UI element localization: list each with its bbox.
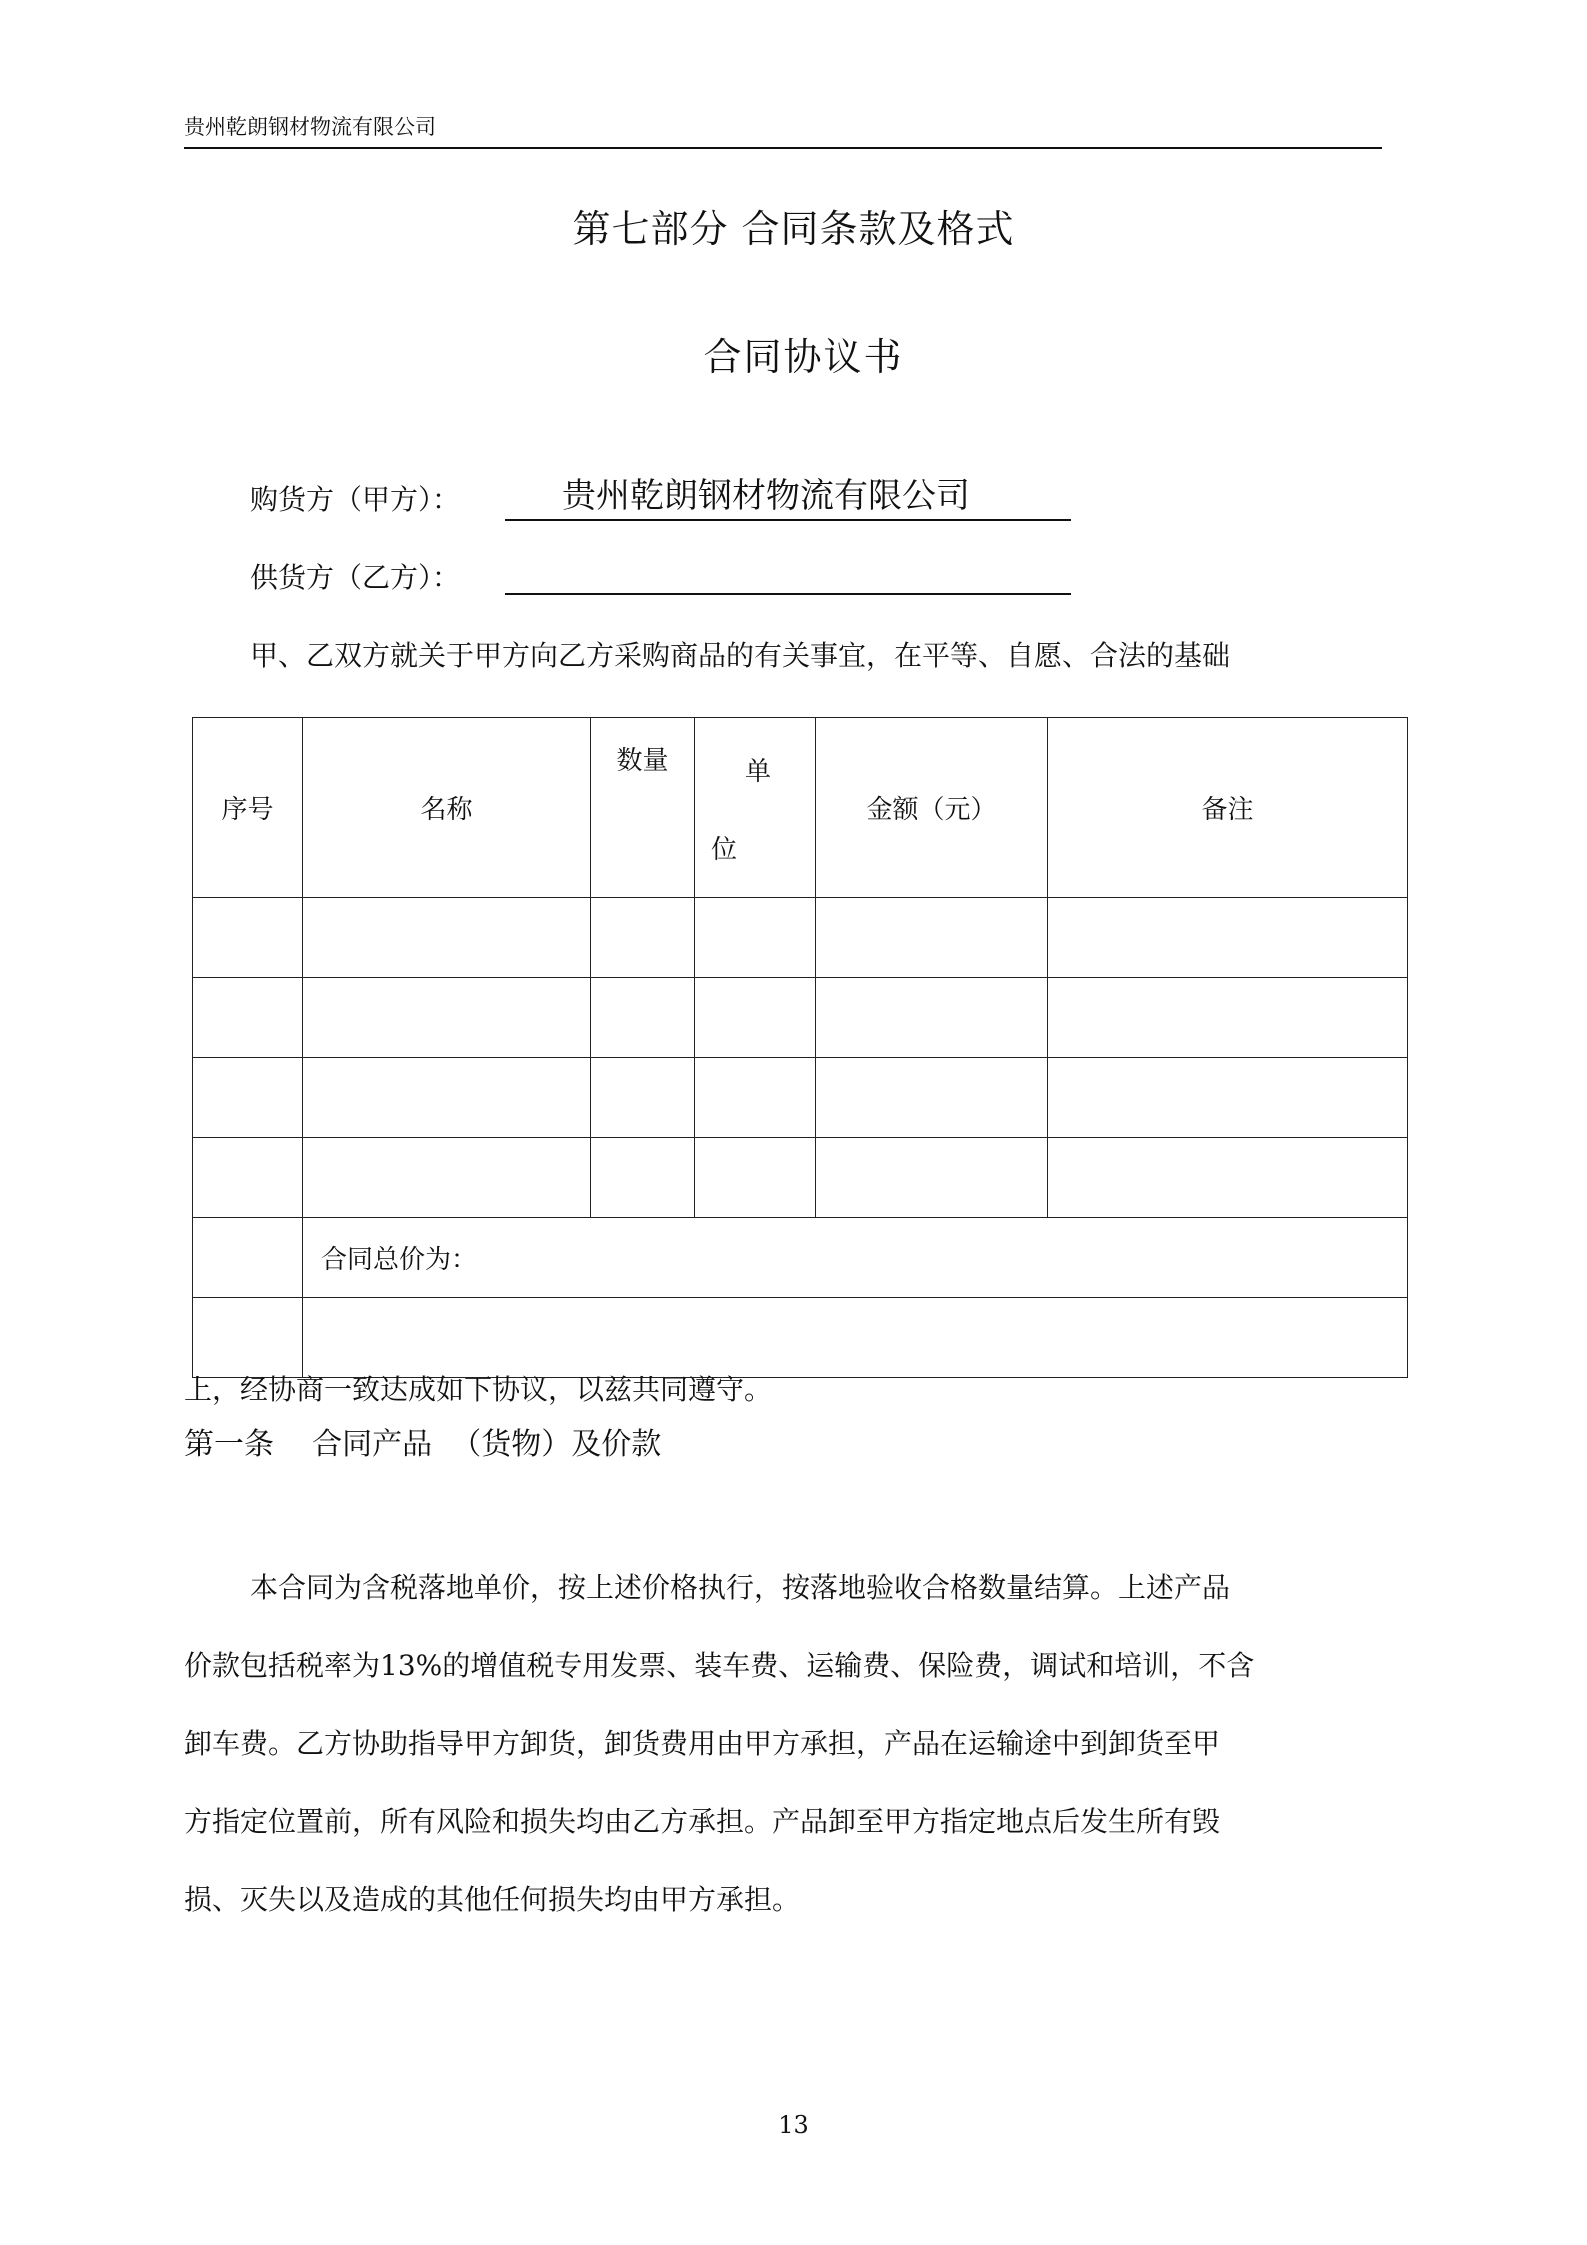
header-unit [695, 718, 816, 898]
table-cell[interactable] [193, 1058, 303, 1138]
clause-1-line: 损、灭失以及造成的其他任何损失均由甲方承担。 [184, 1883, 801, 1916]
table-cell[interactable] [1048, 898, 1408, 978]
table-cell[interactable] [591, 978, 695, 1058]
header-qty: 数量 [591, 718, 695, 898]
table-cell[interactable] [303, 978, 591, 1058]
table-row [193, 1058, 1408, 1138]
header-unit-bottom: 位 [711, 835, 738, 865]
buyer-underline [505, 519, 1071, 521]
header-name: 名称 [303, 718, 591, 898]
header-seq: 序号 [193, 718, 303, 898]
clause-1-line: 价款包括税率为13%的增值税专用发票、装车费、运输费、保险费，调试和培训，不含 [184, 1649, 1255, 1682]
buyer-label: 购货方（甲方）： [250, 483, 461, 516]
table-cell[interactable] [591, 1138, 695, 1218]
part-title: 第七部分 合同条款及格式 [572, 207, 1015, 251]
clause-1-heading: 第一条 合同产品 （货物）及价款 [184, 1427, 662, 1462]
table-cell[interactable] [695, 898, 816, 978]
page-header-company: 贵州乾朗钢材物流有限公司 [184, 115, 436, 139]
table-cell[interactable] [193, 1138, 303, 1218]
table-cell[interactable] [303, 1058, 591, 1138]
table-cell[interactable] [303, 1138, 591, 1218]
table-row [193, 1298, 1408, 1378]
table-cell[interactable] [695, 978, 816, 1058]
table-cell[interactable] [816, 978, 1048, 1058]
document-title: 合同协议书 [703, 335, 904, 379]
table-cell[interactable] [695, 1058, 816, 1138]
table-cell[interactable] [816, 898, 1048, 978]
clause-1-line: 方指定位置前，所有风险和损失均由乙方承担。产品卸至甲方指定地点后发生所有毁 [184, 1805, 1221, 1838]
table-row [193, 978, 1408, 1058]
table-cell[interactable] [695, 1138, 816, 1218]
clause-1-line: 本合同为含税落地单价，按上述价格执行，按落地验收合格数量结算。上述产品 [250, 1571, 1231, 1604]
table-header-row [193, 718, 1408, 898]
table-row [193, 1138, 1408, 1218]
table-cell[interactable] [303, 898, 591, 978]
table-total-row [193, 1218, 1408, 1298]
header-divider [184, 147, 1382, 149]
header-amount: 金额（元） [816, 718, 1048, 898]
seller-underline [505, 593, 1071, 595]
table-cell[interactable] [303, 1298, 1408, 1378]
table-cell[interactable] [193, 1298, 303, 1378]
table-cell[interactable] [816, 1058, 1048, 1138]
table-cell[interactable] [1048, 1138, 1408, 1218]
table-cell[interactable] [591, 1058, 695, 1138]
clause-1-line: 卸车费。乙方协助指导甲方卸货，卸货费用由甲方承担，产品在运输途中到卸货至甲 [184, 1727, 1221, 1760]
seller-label: 供货方（乙方）： [250, 561, 461, 594]
table-row [193, 898, 1408, 978]
buyer-value: 贵州乾朗钢材物流有限公司 [562, 476, 970, 516]
table-cell[interactable] [1048, 1058, 1408, 1138]
intro-line-2: 上，经协商一致达成如下协议，以兹共同遵守。 [184, 1373, 773, 1406]
page-number: 13 [778, 2111, 809, 2139]
header-unit-top: 单 [745, 757, 772, 787]
table-cell[interactable] [193, 898, 303, 978]
table-cell[interactable] [1048, 978, 1408, 1058]
table-cell[interactable] [193, 1218, 303, 1298]
table-cell[interactable] [816, 1138, 1048, 1218]
total-price-label: 合同总价为： [303, 1218, 1408, 1298]
table-cell[interactable] [591, 898, 695, 978]
header-remarks: 备注 [1048, 718, 1408, 898]
contract-items-table [192, 717, 1408, 1378]
table-cell[interactable] [193, 978, 303, 1058]
intro-line-1: 甲、乙双方就关于甲方向乙方采购商品的有关事宜，在平等、自愿、合法的基础 [250, 639, 1231, 672]
